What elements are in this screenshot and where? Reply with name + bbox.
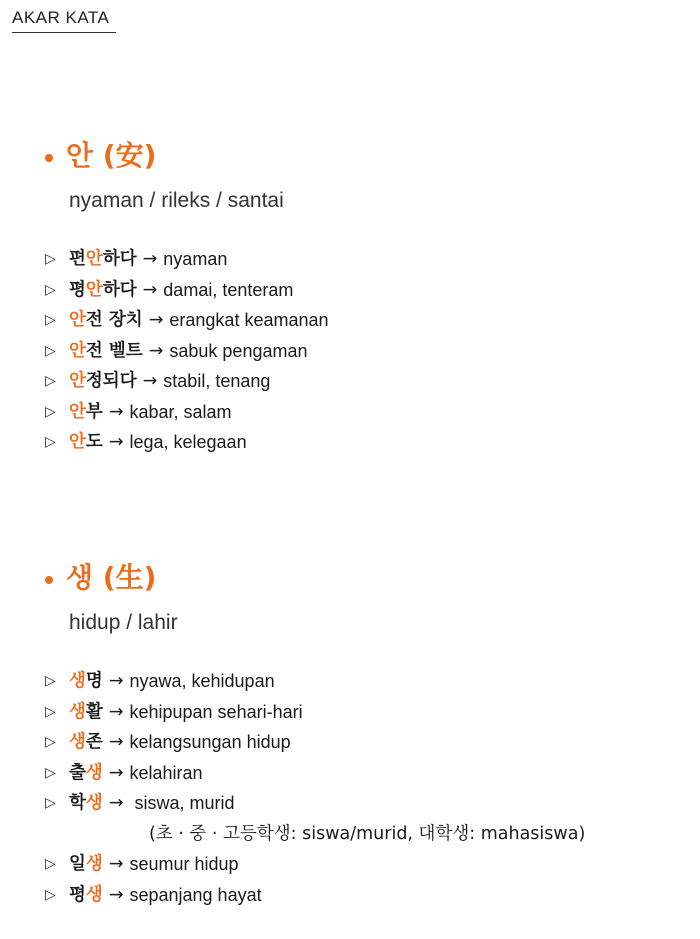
arrow-icon: → xyxy=(108,793,124,814)
korean-word: 평생 xyxy=(69,884,103,905)
root-word: 안 (安) xyxy=(66,139,157,172)
section-heading xyxy=(45,136,329,176)
word-list xyxy=(45,244,329,458)
list-item xyxy=(45,366,329,397)
triangle-right-icon: ▷ xyxy=(45,886,56,903)
dot-bullet-icon xyxy=(45,576,53,584)
arrow-icon: → xyxy=(148,310,164,331)
list-item xyxy=(45,727,585,758)
triangle-right-icon: ▷ xyxy=(45,673,56,690)
translation: kelahiran xyxy=(129,762,203,783)
translation: sepanjang hayat xyxy=(129,884,262,905)
translation: siswa, murid xyxy=(129,793,235,814)
translation: erangkat keamanan xyxy=(169,310,329,331)
triangle-right-icon: ▷ xyxy=(45,795,56,812)
section-an xyxy=(45,136,329,458)
arrow-icon: → xyxy=(108,701,124,722)
translation: sabuk pengaman xyxy=(169,340,308,361)
list-item xyxy=(45,397,329,428)
list-item xyxy=(45,336,329,367)
korean-word: 안부 xyxy=(69,401,103,422)
word-list xyxy=(45,666,585,910)
arrow-icon: → xyxy=(142,371,158,392)
root-meaning: hidup / lahir xyxy=(69,611,178,634)
list-item xyxy=(45,427,329,458)
arrow-icon: → xyxy=(108,854,124,875)
arrow-icon: → xyxy=(142,249,158,270)
translation: nyaman xyxy=(163,249,228,270)
triangle-right-icon: ▷ xyxy=(45,764,56,781)
korean-word: 안도 xyxy=(69,432,103,453)
korean-word: 생명 xyxy=(69,671,103,692)
triangle-right-icon: ▷ xyxy=(45,312,56,329)
translation: stabil, tenang xyxy=(163,371,271,392)
translation: damai, tenteram xyxy=(163,279,294,300)
arrow-icon: → xyxy=(108,884,124,905)
triangle-right-icon: ▷ xyxy=(45,734,56,751)
arrow-icon: → xyxy=(108,671,124,692)
list-item xyxy=(45,244,329,275)
list-item xyxy=(45,849,585,880)
arrow-icon: → xyxy=(148,340,164,361)
korean-word: 학생 xyxy=(69,793,103,814)
section-saeng xyxy=(45,558,585,910)
translation: kehipupan sehari-hari xyxy=(129,701,303,722)
list-item xyxy=(45,666,585,697)
translation: seumur hidup xyxy=(129,854,239,875)
triangle-right-icon: ▷ xyxy=(45,281,56,298)
list-item xyxy=(45,305,329,336)
section-heading xyxy=(45,558,585,598)
triangle-right-icon: ▷ xyxy=(45,373,56,390)
list-item xyxy=(45,697,585,728)
arrow-icon: → xyxy=(108,762,124,783)
korean-word: 안정되다 xyxy=(69,371,137,392)
header-title: AKAR KATA xyxy=(12,8,116,33)
translation: nyawa, kehidupan xyxy=(129,671,275,692)
korean-word: 평안하다 xyxy=(69,279,137,300)
triangle-right-icon: ▷ xyxy=(45,434,56,451)
triangle-right-icon: ▷ xyxy=(45,703,56,720)
arrow-icon: → xyxy=(142,279,158,300)
list-item xyxy=(45,880,585,911)
root-meaning: nyaman / rileks / santai xyxy=(69,189,284,212)
triangle-right-icon: ▷ xyxy=(45,251,56,268)
triangle-right-icon: ▷ xyxy=(45,856,56,873)
korean-word: 생활 xyxy=(69,701,103,722)
triangle-right-icon: ▷ xyxy=(45,342,56,359)
root-word: 생 (生) xyxy=(66,561,157,594)
dot-bullet-icon xyxy=(45,154,53,162)
triangle-right-icon: ▷ xyxy=(45,403,56,420)
translation: kabar, salam xyxy=(129,401,232,422)
header xyxy=(12,8,116,33)
arrow-icon: → xyxy=(108,401,124,422)
korean-word: 안전 벨트 xyxy=(69,340,143,361)
list-item xyxy=(45,275,329,306)
arrow-icon: → xyxy=(108,432,124,453)
korean-word: 일생 xyxy=(69,854,103,875)
list-item xyxy=(45,788,585,819)
korean-word: 편안하다 xyxy=(69,249,137,270)
usage-note: (초 · 중 · 고등학생: siswa/murid, 대학생: mahasiswa) xyxy=(149,823,586,844)
korean-word: 안전 장치 xyxy=(69,310,143,331)
korean-word: 출생 xyxy=(69,762,103,783)
translation: kelangsungan hidup xyxy=(129,732,291,753)
translation: lega, kelegaan xyxy=(129,432,247,453)
arrow-icon: → xyxy=(108,732,124,753)
korean-word: 생존 xyxy=(69,732,103,753)
list-item xyxy=(45,758,585,789)
